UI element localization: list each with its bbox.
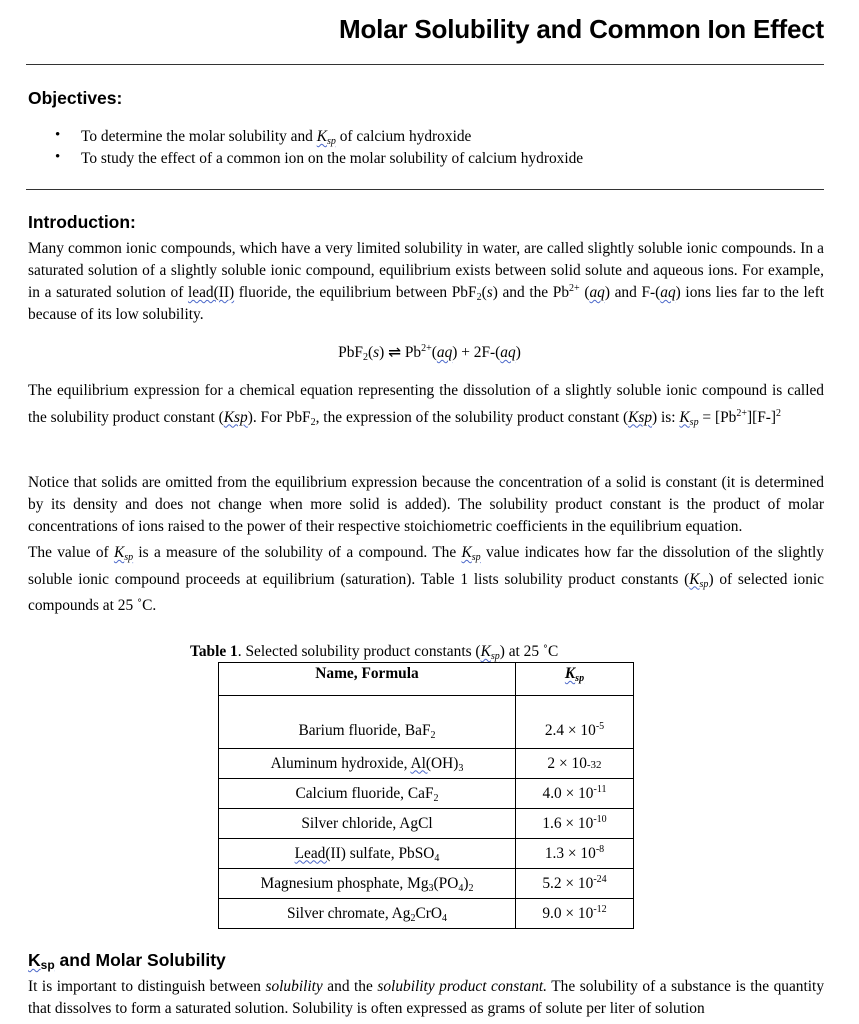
- header-name-formula: Name, Formula: [219, 663, 516, 696]
- introduction-heading: Introduction:: [28, 212, 136, 232]
- table-caption: Table 1. Selected solubility product constants $(K_{sp})$ at 25 ˚C: [190, 643, 559, 662]
- header-ksp: $K_{sp}$: [516, 663, 634, 696]
- ksp-value: $5.2 \times 10^{-24}$: [516, 869, 634, 899]
- compound-name: Lead(II) sulfate, PbSO$_4$: [219, 839, 516, 869]
- objective-text-1: To determine the molar solubility and $K_{sp}$ of calcium hydroxide: [81, 128, 472, 147]
- page-title: Molar Solubility and Common Ion Effect: [339, 14, 824, 44]
- table-row: [219, 749, 634, 779]
- intro-paragraph-1: Many common ionic compounds, which have a very limited solubility in water, are called slightly soluble ionic compounds. In a saturated solution of a slightly soluble ionic compound, equilibrium exists between solid solute and aqueous ions. For example, in a saturated solution of lead(II) fluoride, the equilibrium between PbF$_2$(s) and the $Pb^{2+}$ (aq) and F-(aq) ions lies far to the left because of its low solubility.: [28, 240, 825, 323]
- compound-name: Magnesium phosphate, $Mg_3(PO_4)_2$: [219, 869, 516, 899]
- bullet-icon: •: [55, 127, 61, 143]
- objectives-divider: [26, 189, 824, 190]
- compound-name: Aluminum hydroxide, $Al(OH)_3$: [219, 749, 516, 779]
- table-row: [219, 809, 634, 839]
- table-row: [219, 869, 634, 899]
- table-header-row: [219, 663, 634, 696]
- ksp-value: $1.6 \times 10^{-10}$: [516, 809, 634, 839]
- intro-paragraph-3: Notice that solids are omitted from the equilibrium expression because the concentration of a solid is constant (it is determined by its density and does not change when more solid is added). The solubility product constant is the product of molar concentrations of ions raised to the power of their respective stoichiometric coefficients in the equilibrium equation.: [28, 474, 824, 535]
- intro-paragraph-2: The equilibrium expression for a chemical equation representing the dissolution of a slightly soluble ionic compound is called the solubility product constant (Ksp). For PbF$_2$, the expression of the solubility product constant (Ksp) is: $K_{sp} = [Pb^{2+}][F-]^2$: [28, 382, 824, 428]
- section2-paragraph: It is important to distinguish between solubility and the solubility product constant. The solubility of a substance is the quantity that dissolves to form a saturated solution. Solubility is often expressed as grams of solute per liter of solution: [28, 978, 825, 1017]
- table-row: [219, 779, 634, 809]
- compound-name: Calcium fluoride, CaF$_2$: [219, 779, 516, 809]
- table-row: [219, 696, 634, 749]
- table-row: [219, 839, 634, 869]
- compound-name: Silver chromate, $Ag_2CrO_4$: [219, 899, 516, 929]
- compound-name: Barium fluoride, BaF$_2$: [219, 696, 516, 749]
- ksp-molar-solubility-heading: Ksp and Molar Solubility: [28, 950, 226, 972]
- ksp-value: 2 × 10-32: [516, 749, 634, 779]
- dissolution-equation: PbF$_2$(s) ⇌ $Pb^{2+}(aq) + 2F-(aq)$: [338, 343, 521, 363]
- title-divider: [26, 64, 824, 65]
- ksp-table: [218, 662, 634, 929]
- ksp-value: $9.0 \times 10^{-12}$: [516, 899, 634, 929]
- bullet-icon: •: [55, 149, 61, 165]
- table-row: [219, 899, 634, 929]
- ksp-value: $2.4 \times 10^{-5}$: [516, 696, 634, 749]
- objective-text-2: To study the effect of a common ion on the molar solubility of calcium hydroxide: [81, 150, 584, 167]
- objectives-heading: Objectives:: [28, 88, 123, 108]
- intro-paragraph-4: The value of $K_{sp}$ is a measure of the solubility of a compound. The $K_{sp}$ value indicates how far the dissolution of the slightly soluble ionic compound proceeds at equilibrium (saturation). Table 1 lists solubility product constants $(K_{sp})$ of selected ionic compounds at 25 ˚C.: [28, 544, 825, 614]
- compound-name: Silver chloride, AgCl: [219, 809, 516, 839]
- ksp-value: $4.0 \times 10^{-11}$: [516, 779, 634, 809]
- ksp-value: $1.3 \times 10^{-8}$: [516, 839, 634, 869]
